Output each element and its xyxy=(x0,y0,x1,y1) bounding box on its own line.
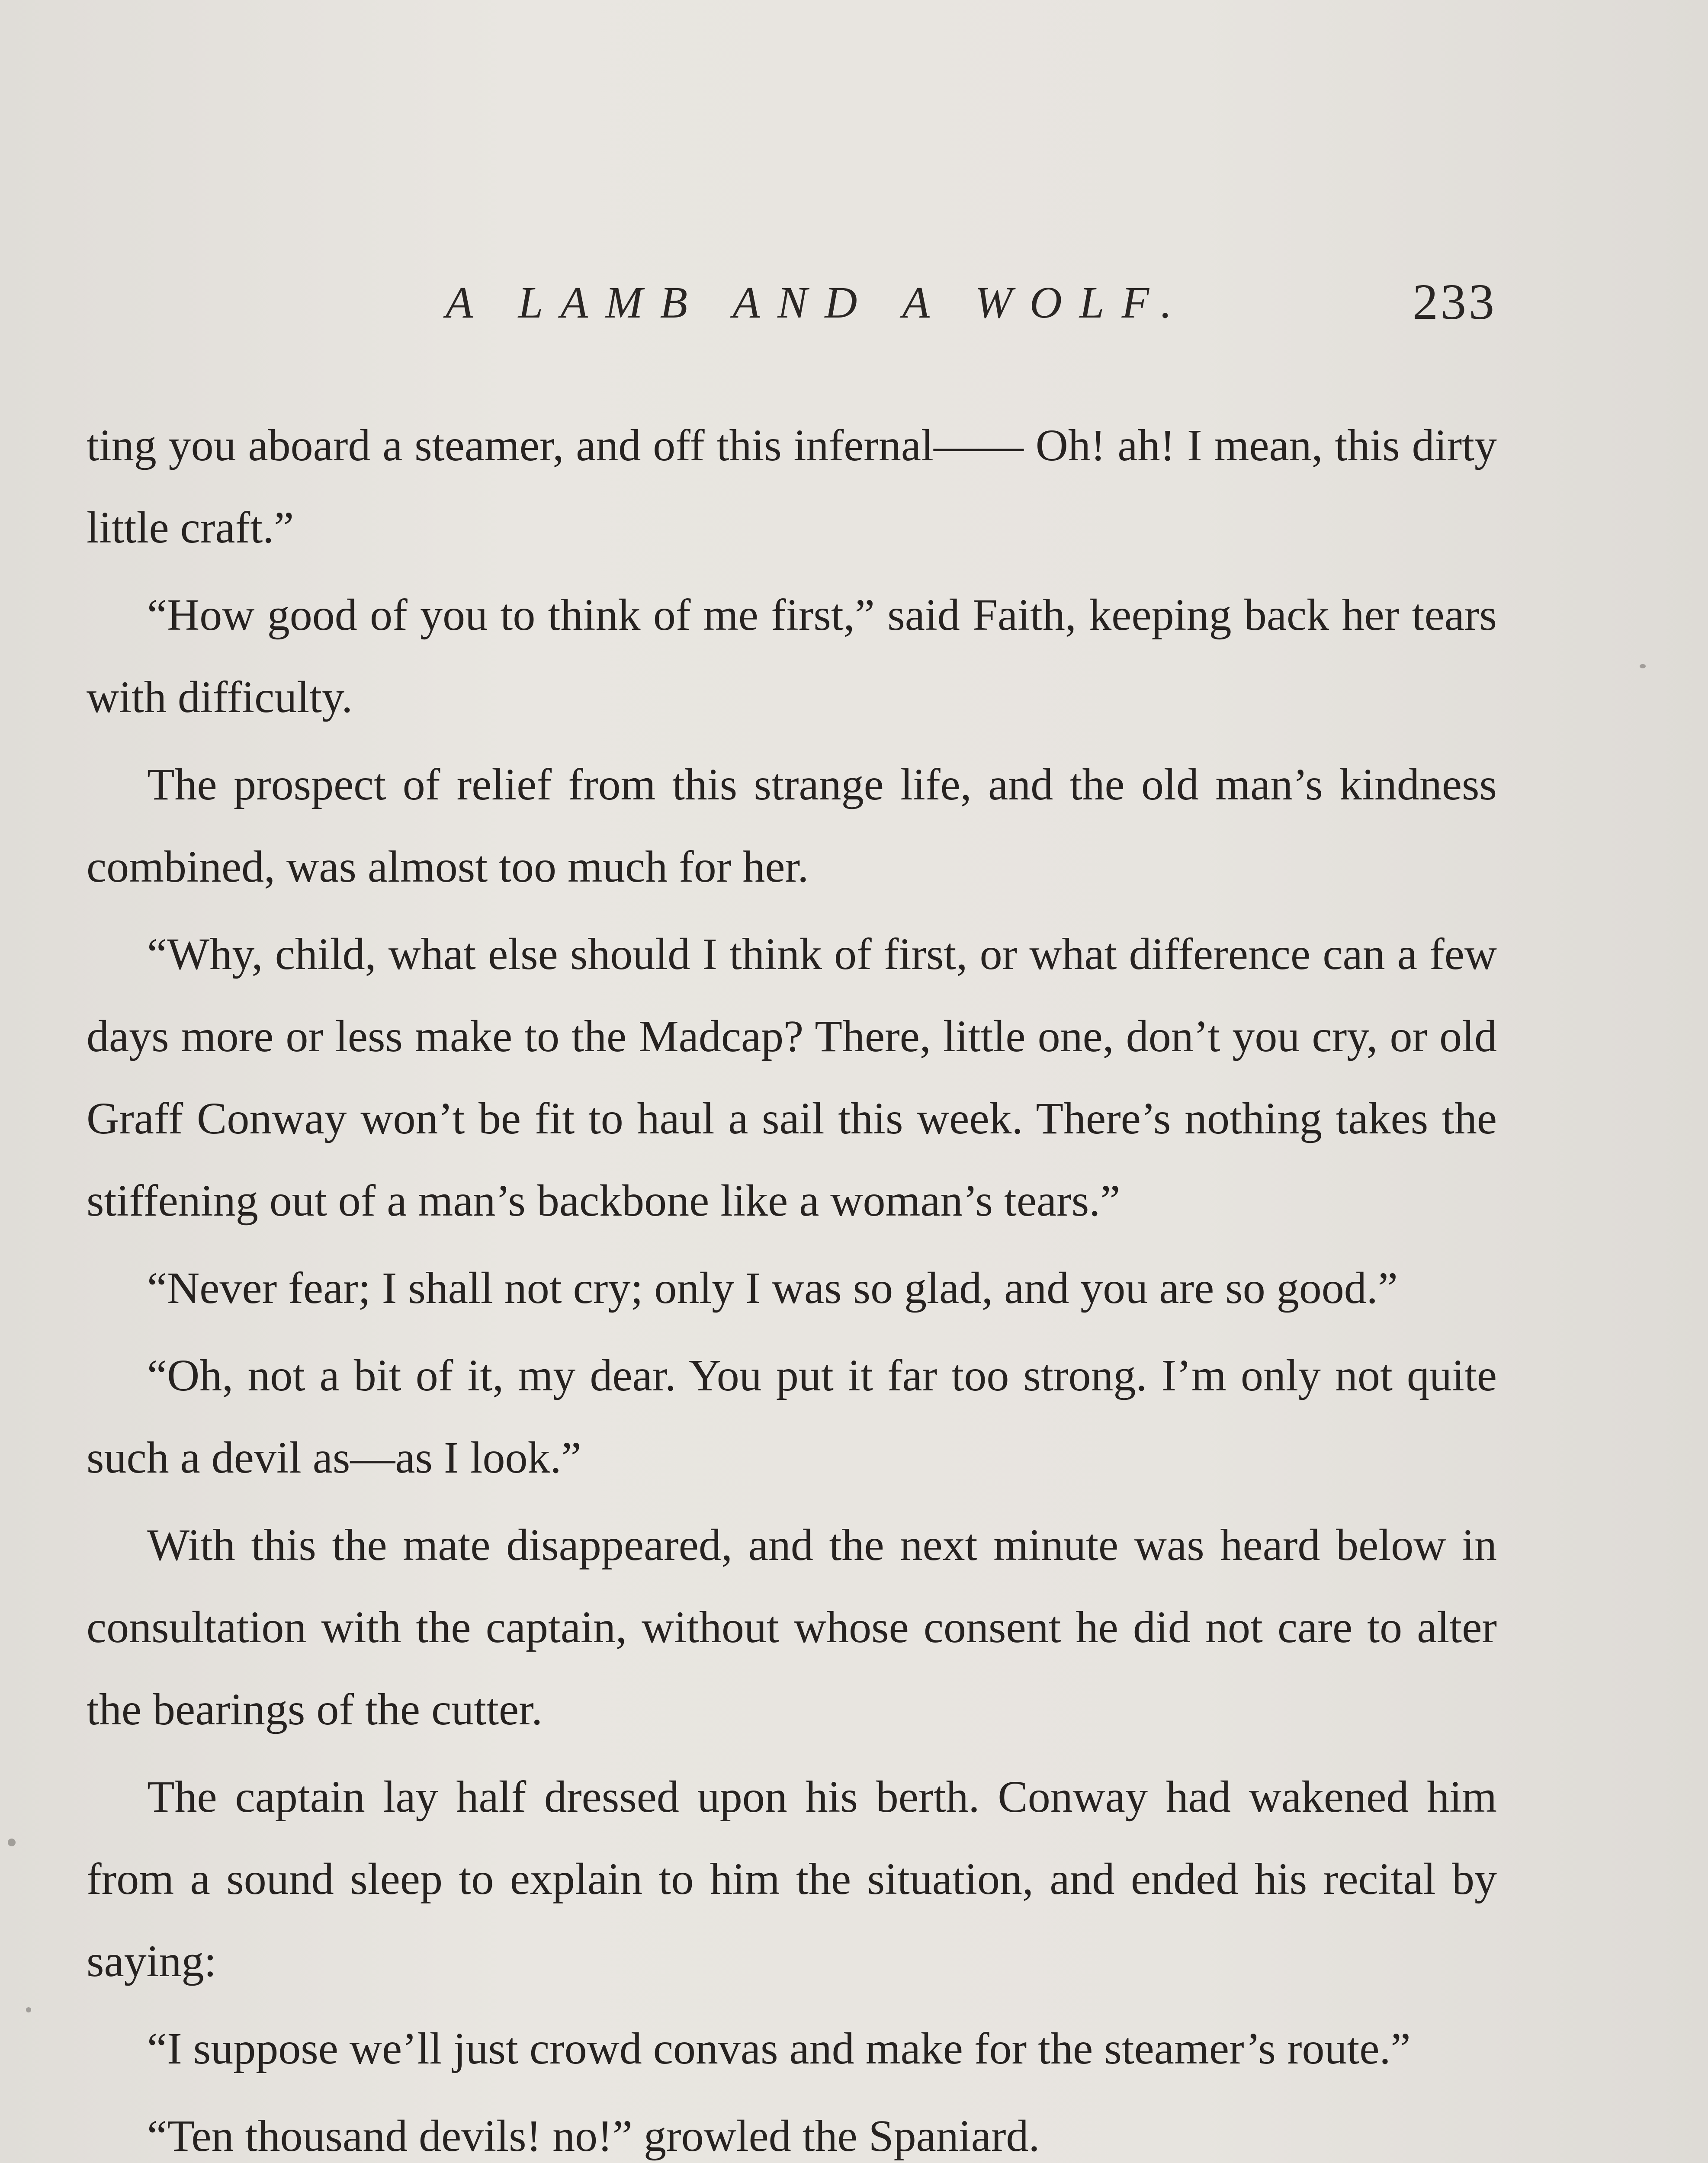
body-text xyxy=(87,404,1497,2163)
paragraph: “How good of you to think of me first,” said Faith, keeping back her tears with difficulty. xyxy=(87,590,1497,722)
paragraph: “Why, child, what else should I think of first, or what difference can a few days more or less make to the Madcap? There, little one, don’t you cry, or old Graff Conway won’t be fit to haul a sail this week. There’s nothing takes the stiffening out of a man’s backbone like a woman’s tears.” xyxy=(87,929,1497,1226)
paragraph: “Ten thousand devils! no!” growled the Spaniard. xyxy=(147,2111,1040,2161)
paragraph: The prospect of relief from this strange life, and the old man’s kindness combined, was almost too much for her. xyxy=(87,760,1497,892)
paper-speck xyxy=(8,1839,16,1846)
paragraph: With this the mate disappeared, and the next minute was heard below in consultation with the captain, without whose consent he did not care to alter the bearings of the cutter. xyxy=(87,1520,1497,1734)
paper-speck xyxy=(26,2007,31,2012)
running-header xyxy=(87,273,1497,337)
paragraph-continued: ting you aboard a steamer, and off this infernal—— Oh! ah! I mean, this dirty little craft.” xyxy=(87,420,1497,552)
paragraph: “Oh, not a bit of it, my dear. You put it far too strong. I’m only not quite such a devil as—as I look.” xyxy=(87,1351,1497,1483)
paragraph: “I suppose we’ll just crowd convas and make for the steamer’s route.” xyxy=(147,2024,1411,2073)
page-number: 233 xyxy=(1413,273,1497,330)
paragraph: “Never fear; I shall not cry; only I was so glad, and you are so good.” xyxy=(147,1263,1398,1313)
paper-speck xyxy=(1640,664,1646,668)
paragraph: The captain lay half dressed upon his berth. Conway had wakened him from a sound sleep to explain to him the situation, and ended his recital by saying: xyxy=(87,1772,1497,1986)
running-title: A LAMB AND A WOLF. xyxy=(446,278,1189,327)
